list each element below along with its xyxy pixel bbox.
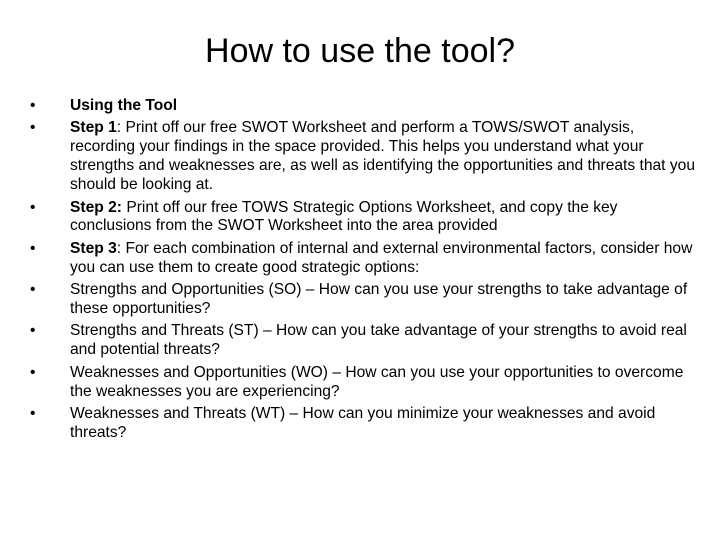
bullet-text: Weaknesses and Threats (WT) – How can you minimize your weaknesses and avoid threats? <box>70 405 656 441</box>
bullet-marker: • <box>30 119 36 137</box>
bullet-marker: • <box>30 281 36 299</box>
bullet-lead: Step 3 <box>70 239 117 257</box>
bullet-item-wt <box>30 405 702 443</box>
bullet-marker: • <box>30 322 36 340</box>
bullet-marker: • <box>30 97 36 114</box>
bullet-item-step-3 <box>30 240 702 278</box>
bullet-item-step-1 <box>30 119 702 195</box>
bullet-text: : Print off our free SWOT Worksheet and perform a TOWS/SWOT analysis, recording your findings in the space provided. This helps you understand what your strengths and weaknesses are, as well as identifying the opportunities and threats that you should be looking at. <box>70 119 695 194</box>
bullet-item-wo <box>30 364 702 402</box>
bullet-text: Strengths and Opportunities (SO) – How can you use your strengths to take advantage of these opportunities? <box>70 281 688 318</box>
bullet-lead: Using the Tool <box>70 97 178 114</box>
bullet-marker: • <box>30 239 36 257</box>
bullet-lead: Step 2: <box>70 198 122 216</box>
bullet-marker: • <box>30 363 36 381</box>
bullet-item-so <box>30 281 702 319</box>
bullet-item-using-the-tool <box>30 97 702 116</box>
bullet-marker: • <box>30 405 36 423</box>
bullet-lead: Step 1 <box>70 119 117 137</box>
bullet-text: Weaknesses and Opportunities (WO) – How can you use your opportunities to overcome the weaknesses you are experiencing? <box>70 363 684 400</box>
slide-title: How to use the tool? <box>205 32 515 70</box>
bullet-text: Print off our free TOWS Strategic Options Worksheet, and copy the key conclusions from the SWOT Worksheet into the area provided <box>70 198 618 235</box>
bullet-text: Strengths and Threats (ST) – How can you take advantage of your strengths to avoid real and potential threats? <box>70 322 687 359</box>
bullet-text: : For each combination of internal and external environmental factors, consider how you can use them to create good strategic options: <box>70 239 693 276</box>
bullet-marker: • <box>30 198 36 216</box>
bullet-item-st <box>30 322 702 360</box>
bullet-list <box>30 97 702 446</box>
bullet-item-step-2 <box>30 199 702 237</box>
